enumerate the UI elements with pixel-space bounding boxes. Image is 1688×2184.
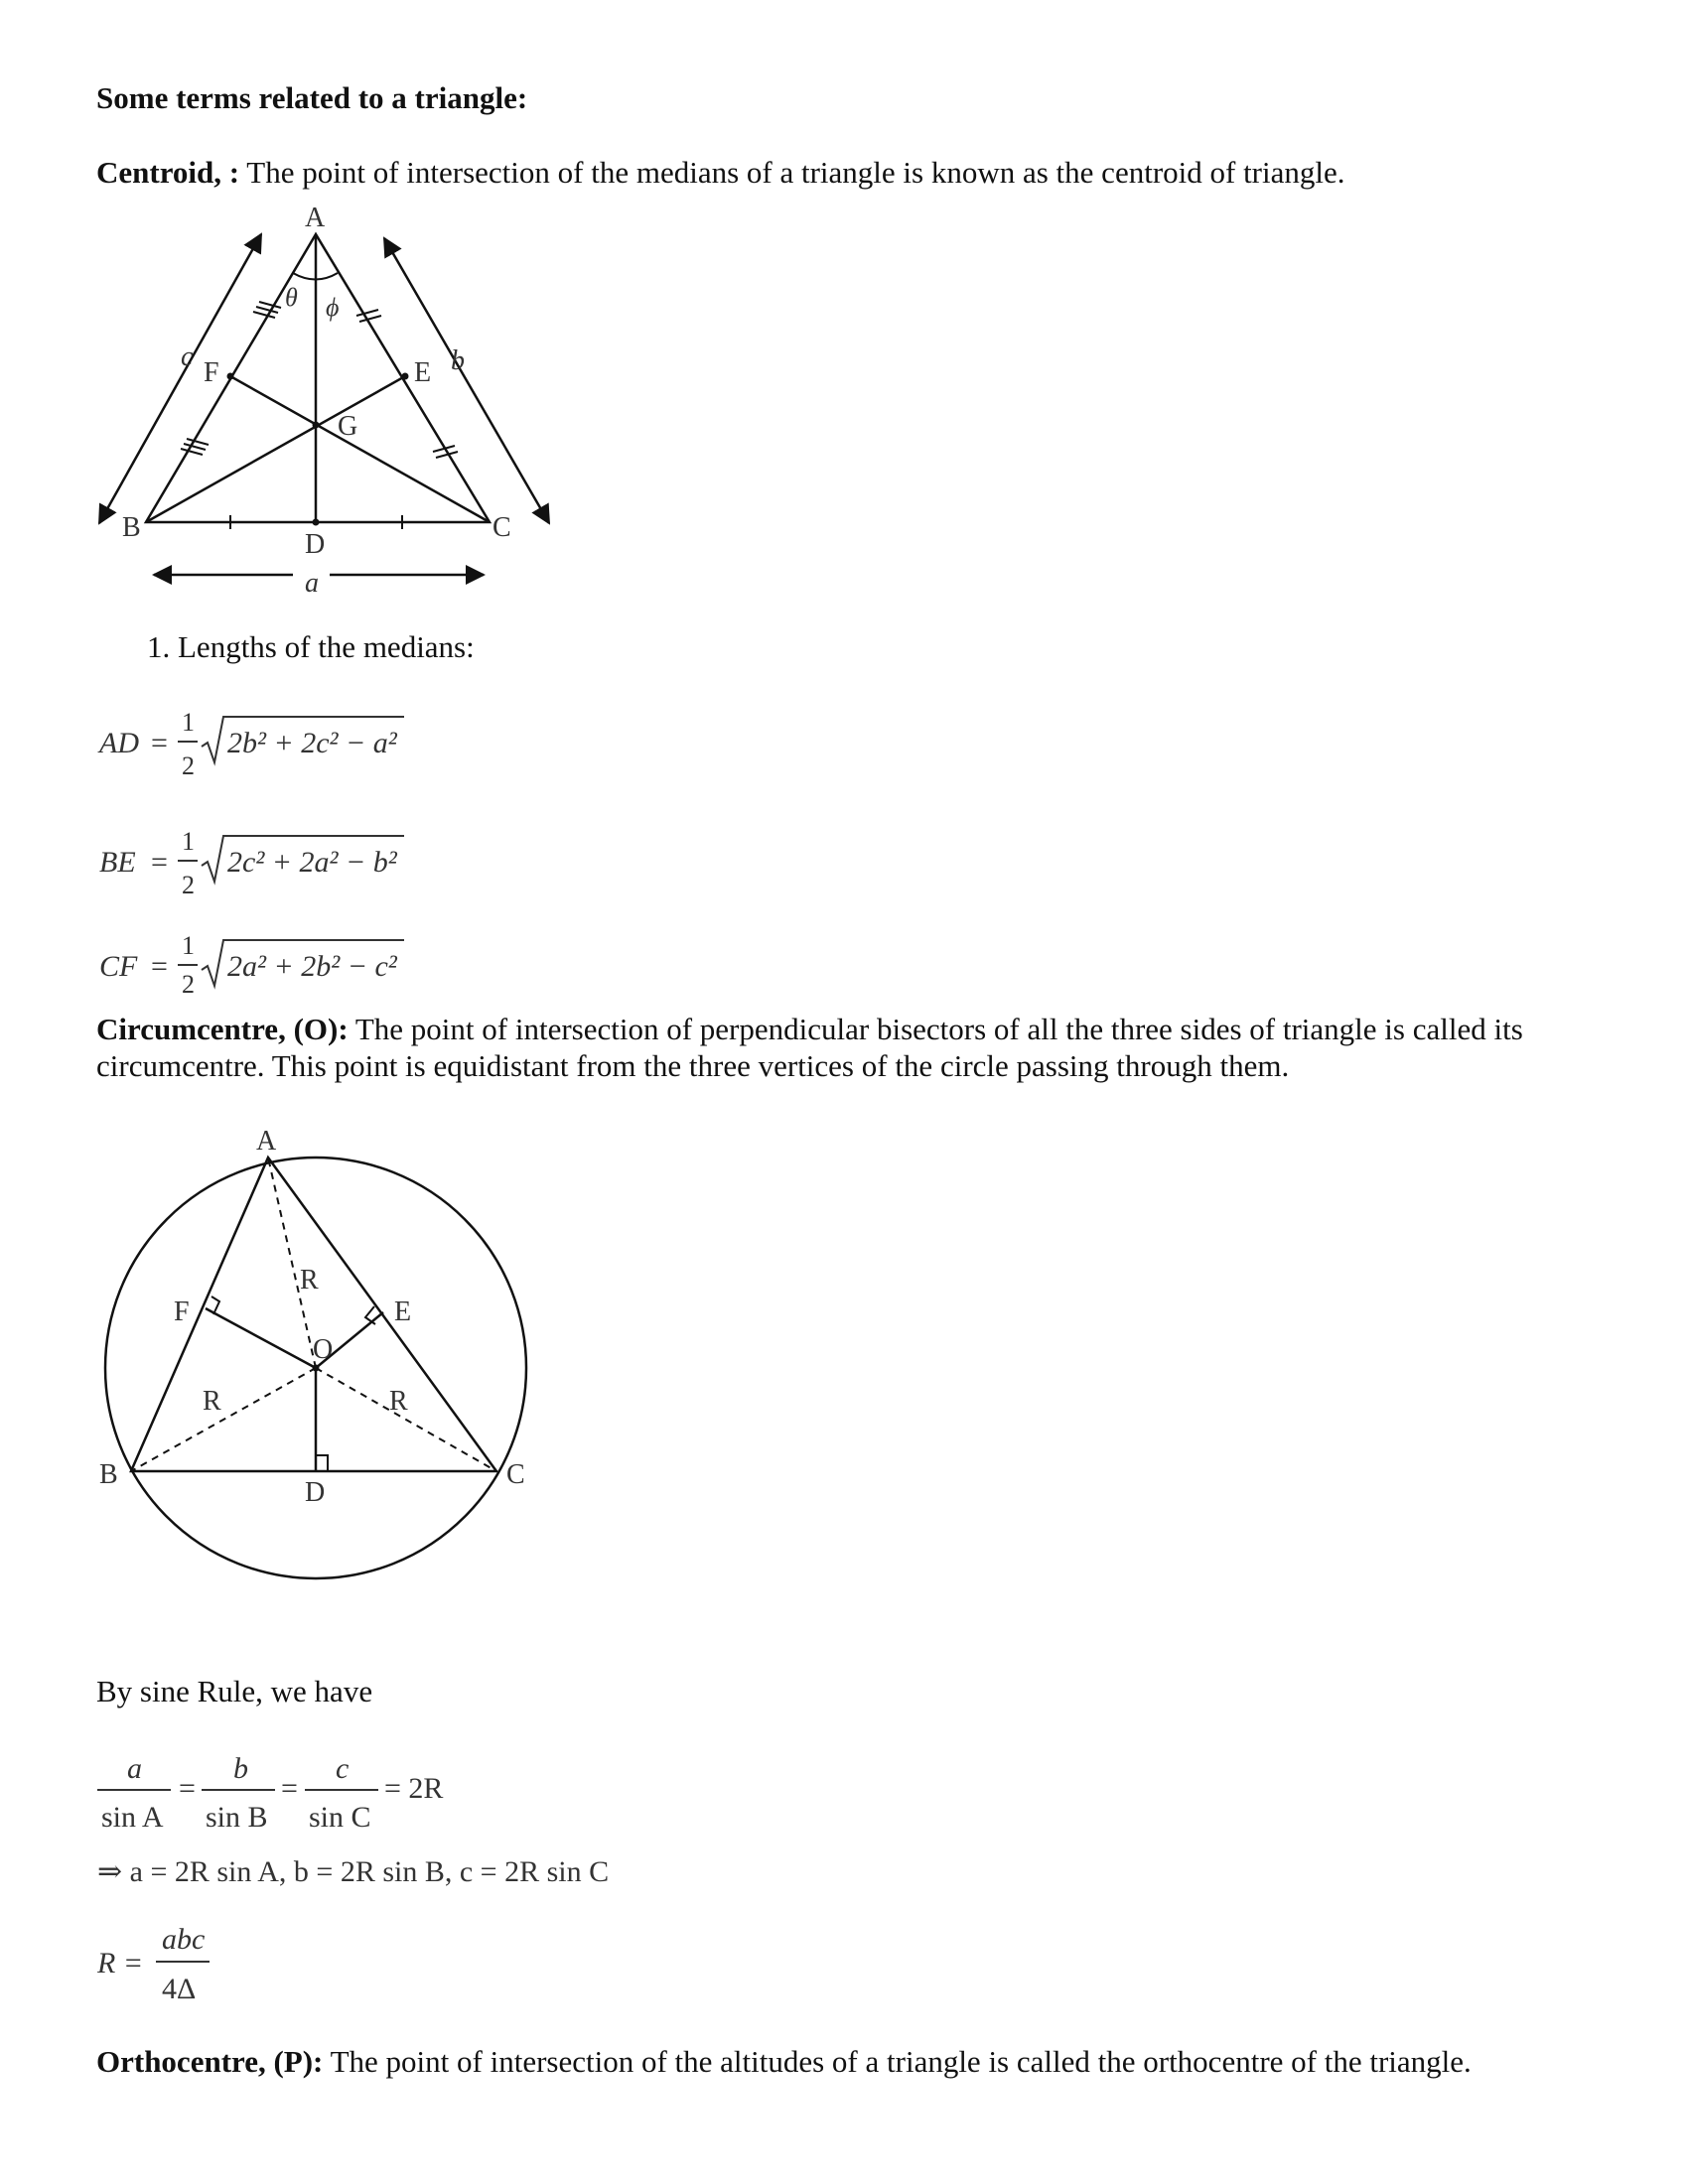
- circ-label-R-left: R: [203, 1386, 221, 1417]
- sr-d3: sin C: [309, 1801, 371, 1834]
- label-phi: ϕ: [326, 293, 340, 322]
- sr-eq3-num: abc: [162, 1923, 206, 1956]
- circ-label-D: D: [305, 1477, 326, 1508]
- label-b: b: [451, 345, 465, 376]
- cf-radicand: 2a² + 2b² − c²: [227, 950, 397, 983]
- circumcentre-diagram: [89, 1117, 546, 1583]
- svg-text:=: =: [151, 727, 168, 759]
- be-num: 1: [182, 827, 195, 856]
- label-theta: θ: [285, 283, 298, 312]
- ad-num: 1: [182, 708, 195, 737]
- sr-eq2: ⇒ a = 2R sin A, b = 2R sin B, c = 2R sin C: [97, 1855, 610, 1888]
- sr-n1: a: [127, 1752, 142, 1785]
- cf-lhs: CF: [99, 950, 138, 983]
- label-a: a: [305, 568, 319, 599]
- be-den: 2: [182, 871, 195, 899]
- svg-text:=: =: [281, 1772, 298, 1805]
- page-heading: Some terms related to a triangle:: [96, 80, 528, 115]
- orthocentre-term: Orthocentre, (P):: [96, 2044, 324, 2079]
- centroid-paragraph: [96, 154, 1606, 191]
- circumcentre-paragraph: [96, 1011, 1606, 1084]
- circ-label-C: C: [506, 1459, 525, 1490]
- svg-text:=: =: [151, 846, 168, 879]
- cf-num: 1: [182, 931, 195, 960]
- sr-n3: c: [336, 1752, 350, 1785]
- sr-eq3-den: 4Δ: [162, 1973, 197, 2005]
- be-radicand: 2c² + 2a² − b²: [227, 846, 397, 879]
- label-c: c: [181, 341, 194, 372]
- sine-rule-formulas: [94, 1742, 690, 2010]
- svg-text:=: =: [179, 1772, 196, 1805]
- ad-den: 2: [182, 751, 195, 780]
- label-A: A: [305, 203, 326, 233]
- ad-radicand: 2b² + 2c² − a²: [227, 727, 397, 759]
- circ-label-F: F: [174, 1297, 190, 1327]
- be-lhs: BE: [99, 846, 136, 879]
- centroid-diagram: [79, 194, 576, 611]
- medians-list-item: 1. Lengths of the medians:: [147, 629, 475, 664]
- label-G: G: [338, 411, 358, 442]
- sr-d1: sin A: [101, 1801, 164, 1834]
- label-B: B: [122, 512, 141, 543]
- circumcentre-definition: The point of intersection of perpendicular bisectors of all the three sides of triangle is called its circumcentre. This point is equidistant from the three vertices of the circle passing through them.: [96, 1012, 1523, 1083]
- circ-label-E: E: [394, 1297, 412, 1327]
- ad-lhs: AD: [99, 727, 139, 759]
- label-E: E: [414, 357, 432, 388]
- circ-label-R-right: R: [389, 1386, 408, 1417]
- sr-n2: b: [233, 1752, 248, 1785]
- orthocentre-paragraph: [96, 2043, 1606, 2080]
- label-C: C: [492, 512, 511, 543]
- circ-label-R-top: R: [300, 1265, 319, 1296]
- orthocentre-definition: The point of intersection of the altitudes of a triangle is called the orthocentre of the triangle.: [330, 2044, 1472, 2079]
- circumcentre-term: Circumcentre, (O):: [96, 1012, 349, 1046]
- sr-d2: sin B: [206, 1801, 268, 1834]
- circ-label-O: O: [313, 1334, 334, 1365]
- circ-label-A: A: [256, 1126, 277, 1157]
- sine-rule-intro: By sine Rule, we have: [96, 1674, 373, 1708]
- label-D: D: [305, 529, 326, 560]
- circ-label-B: B: [99, 1459, 118, 1490]
- centroid-definition: The point of intersection of the medians of a triangle is known as the centroid of triangle.: [246, 155, 1345, 190]
- svg-text:=: =: [151, 950, 168, 983]
- cf-den: 2: [182, 970, 195, 993]
- median-formulas: [94, 695, 452, 993]
- label-F: F: [204, 357, 219, 388]
- sr-eq3-lhs: R =: [97, 1947, 144, 1979]
- centroid-term: Centroid, :: [96, 155, 240, 190]
- sr-rhs: = 2R: [384, 1772, 444, 1805]
